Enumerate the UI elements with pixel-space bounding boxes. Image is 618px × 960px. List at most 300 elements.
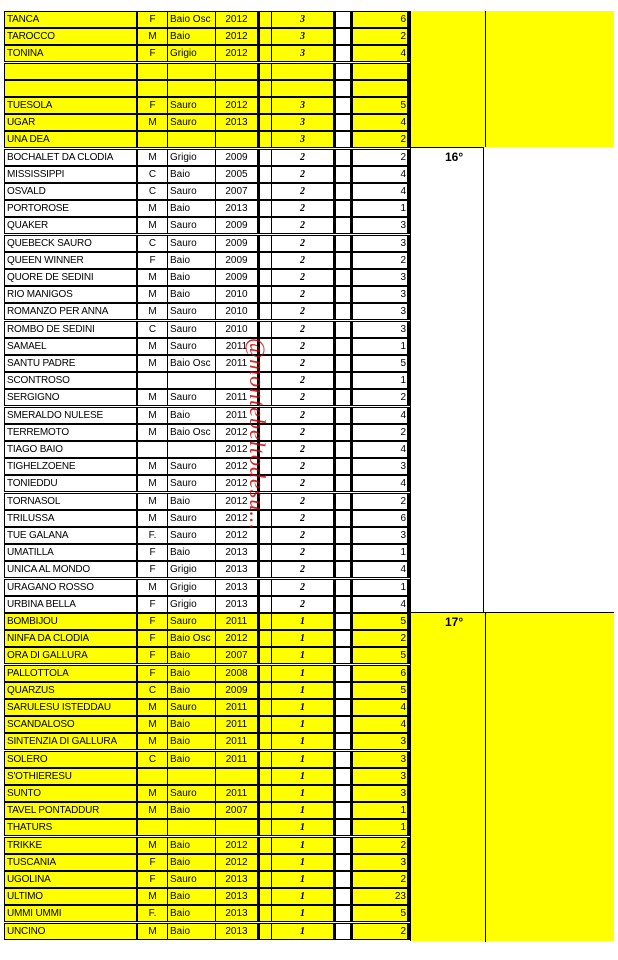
year-cell [216, 768, 258, 785]
spacer-cell [336, 561, 350, 578]
horse-name: ROMANZO PER ANNA [4, 303, 138, 320]
category-cell: 2 [272, 183, 336, 200]
table-row [4, 596, 614, 613]
year-cell: 2013 [216, 923, 258, 940]
spacer-cell [336, 441, 350, 458]
spacer-cell [336, 493, 350, 510]
year-cell: 2013 [216, 561, 258, 578]
table-row [4, 888, 614, 905]
color-cell: Sauro [168, 699, 216, 716]
spacer-cell [336, 613, 350, 630]
horse-name: UGAR [4, 114, 138, 131]
category-cell: 2 [272, 269, 336, 286]
sex-cell: F [138, 854, 168, 871]
sex-cell: M [138, 475, 168, 492]
horse-name: URAGANO ROSSO [4, 579, 138, 596]
spacer-cell [336, 888, 350, 905]
spacer-cell [258, 11, 272, 28]
category-cell: 3 [272, 97, 336, 114]
table-row [4, 905, 614, 922]
horse-name: MISSISSIPPI [4, 166, 138, 183]
spacer-cell [258, 149, 272, 166]
sex-cell: F [138, 11, 168, 28]
category-cell: 3 [272, 45, 336, 62]
category-cell: 2 [272, 579, 336, 596]
color-cell: Sauro [168, 785, 216, 802]
spacer-cell [336, 475, 350, 492]
spacer-cell [336, 699, 350, 716]
year-cell: 2009 [216, 682, 258, 699]
color-cell: Sauro [168, 510, 216, 527]
color-cell: Baio [168, 837, 216, 854]
count-cell: 23 [350, 888, 410, 905]
count-cell: 3 [350, 269, 410, 286]
spacer-cell [258, 544, 272, 561]
spacer-cell [336, 131, 350, 148]
year-cell: 2013 [216, 905, 258, 922]
category-cell: 1 [272, 819, 336, 836]
horse-name: QUORE DE SEDINI [4, 269, 138, 286]
spacer-cell [258, 561, 272, 578]
color-cell: Grigio [168, 579, 216, 596]
year-cell: 2012 [216, 493, 258, 510]
sex-cell: M [138, 923, 168, 940]
year-cell: 2007 [216, 647, 258, 664]
year-cell: 2007 [216, 183, 258, 200]
color-cell: Sauro [168, 183, 216, 200]
horse-name: QUEBECK SAURO [4, 235, 138, 252]
color-cell: Baio [168, 905, 216, 922]
year-cell: 2005 [216, 166, 258, 183]
horse-name: SCONTROSO [4, 372, 138, 389]
count-cell: 2 [350, 149, 410, 166]
horse-name: QUAKER [4, 217, 138, 234]
year-cell [216, 63, 258, 80]
color-cell: Sauro [168, 114, 216, 131]
category-cell [272, 80, 336, 97]
count-cell: 1 [350, 544, 410, 561]
spacer-cell [336, 544, 350, 561]
category-cell: 2 [272, 235, 336, 252]
color-cell [168, 63, 216, 80]
category-cell: 2 [272, 252, 336, 269]
category-cell: 2 [272, 596, 336, 613]
spacer-cell [258, 269, 272, 286]
year-cell [216, 131, 258, 148]
count-cell: 2 [350, 131, 410, 148]
category-cell [272, 63, 336, 80]
category-cell: 1 [272, 682, 336, 699]
count-cell: 4 [350, 596, 410, 613]
year-cell [216, 80, 258, 97]
horse-name: RIO MANIGOS [4, 286, 138, 303]
sex-cell: F [138, 665, 168, 682]
spacer-cell [336, 647, 350, 664]
color-cell: Sauro [168, 217, 216, 234]
spacer-cell [336, 785, 350, 802]
table-row [4, 510, 614, 527]
table-row [4, 252, 614, 269]
spacer-cell [336, 217, 350, 234]
year-cell: 2012 [216, 458, 258, 475]
sex-cell: F [138, 613, 168, 630]
rank-label-17: 17° [445, 615, 464, 629]
spacer-cell [336, 665, 350, 682]
spacer-cell [336, 923, 350, 940]
table-row [4, 561, 614, 578]
horse-name: QUEEN WINNER [4, 252, 138, 269]
sex-cell: F [138, 561, 168, 578]
count-cell: 6 [350, 510, 410, 527]
table-row [4, 28, 614, 45]
spacer-cell [336, 733, 350, 750]
table-row [4, 131, 614, 148]
color-cell: Baio [168, 269, 216, 286]
year-cell: 2012 [216, 630, 258, 647]
category-cell: 1 [272, 665, 336, 682]
count-cell: 5 [350, 682, 410, 699]
color-cell: Sauro [168, 338, 216, 355]
sex-cell: M [138, 493, 168, 510]
table-row [4, 613, 614, 630]
table-row [4, 355, 614, 372]
color-cell [168, 441, 216, 458]
table-row [4, 441, 614, 458]
color-cell: Baio [168, 647, 216, 664]
horse-name: SAMAEL [4, 338, 138, 355]
sex-cell: F. [138, 527, 168, 544]
count-cell: 6 [350, 11, 410, 28]
watermark: @montebeltodesu... [245, 338, 270, 531]
year-cell: 2011 [216, 407, 258, 424]
count-cell: 3 [350, 217, 410, 234]
year-cell: 2013 [216, 871, 258, 888]
count-cell: 6 [350, 665, 410, 682]
color-cell [168, 80, 216, 97]
year-cell: 2012 [216, 854, 258, 871]
category-cell: 2 [272, 149, 336, 166]
year-cell: 2011 [216, 733, 258, 750]
count-cell: 3 [350, 235, 410, 252]
color-cell: Baio [168, 286, 216, 303]
sex-cell: M [138, 699, 168, 716]
spacer-cell [336, 28, 350, 45]
sex-cell: C [138, 321, 168, 338]
horse-name: SCANDALOSO [4, 716, 138, 733]
spacer-cell [258, 166, 272, 183]
sex-cell: M [138, 338, 168, 355]
table-row [4, 647, 614, 664]
sex-cell: M [138, 114, 168, 131]
table-row [4, 854, 614, 871]
sex-cell: F [138, 647, 168, 664]
spacer-cell [336, 286, 350, 303]
year-cell: 2012 [216, 28, 258, 45]
sex-cell [138, 80, 168, 97]
table-row [4, 682, 614, 699]
table-row [4, 166, 614, 183]
color-cell: Baio [168, 665, 216, 682]
year-cell: 2010 [216, 303, 258, 320]
count-cell: 1 [350, 579, 410, 596]
table-row [4, 544, 614, 561]
color-cell: Sauro [168, 613, 216, 630]
spacer-cell [258, 647, 272, 664]
color-cell: Sauro [168, 458, 216, 475]
category-cell: 2 [272, 166, 336, 183]
count-cell: 1 [350, 802, 410, 819]
spacer-cell [336, 579, 350, 596]
count-cell: 1 [350, 819, 410, 836]
color-cell: Baio [168, 923, 216, 940]
horse-name: TIGHELZOENE [4, 458, 138, 475]
table-row [4, 665, 614, 682]
horse-name: THATURS [4, 819, 138, 836]
color-cell: Grigio [168, 596, 216, 613]
color-cell: Baio Osc [168, 630, 216, 647]
horse-name: BOCHALET DA CLODIA [4, 149, 138, 166]
table-row [4, 200, 614, 217]
year-cell: 2011 [216, 716, 258, 733]
count-cell: 4 [350, 45, 410, 62]
spacer-cell [258, 768, 272, 785]
category-cell: 3 [272, 114, 336, 131]
count-cell: 3 [350, 527, 410, 544]
sex-cell: C [138, 235, 168, 252]
spacer-cell [336, 682, 350, 699]
year-cell: 2013 [216, 888, 258, 905]
horse-name: OSVALD [4, 183, 138, 200]
category-cell: 2 [272, 475, 336, 492]
horse-name: SOLERO [4, 751, 138, 768]
spacer-cell [336, 183, 350, 200]
horse-name: UGOLINA [4, 871, 138, 888]
category-cell: 2 [272, 389, 336, 406]
horse-name [4, 80, 138, 97]
category-cell: 2 [272, 217, 336, 234]
year-cell: 2011 [216, 785, 258, 802]
category-cell: 2 [272, 303, 336, 320]
horse-name: TAVEL PONTADDUR [4, 802, 138, 819]
table-row [4, 372, 614, 389]
color-cell: Sauro [168, 303, 216, 320]
spacer-cell [336, 819, 350, 836]
sex-cell [138, 372, 168, 389]
sex-cell [138, 441, 168, 458]
count-cell: 1 [350, 372, 410, 389]
spacer-cell [258, 699, 272, 716]
year-cell: 2012 [216, 510, 258, 527]
spacer-cell [258, 716, 272, 733]
spacer-cell [336, 837, 350, 854]
horse-name [4, 63, 138, 80]
table-row [4, 407, 614, 424]
horse-name: SINTENZIA DI GALLURA [4, 733, 138, 750]
category-cell: 3 [272, 11, 336, 28]
sex-cell: M [138, 733, 168, 750]
horse-name: SARULESU ISTEDDAU [4, 699, 138, 716]
category-cell: 2 [272, 321, 336, 338]
spacer-cell [336, 802, 350, 819]
color-cell: Sauro [168, 527, 216, 544]
sex-cell: F [138, 544, 168, 561]
spacer-cell [336, 235, 350, 252]
year-cell: 2009 [216, 217, 258, 234]
horse-name: UNCINO [4, 923, 138, 940]
year-cell: 2009 [216, 252, 258, 269]
category-cell: 2 [272, 493, 336, 510]
count-cell: 2 [350, 630, 410, 647]
table-row [4, 63, 614, 80]
count-cell: 5 [350, 97, 410, 114]
sex-cell: F [138, 871, 168, 888]
horse-name: NINFA DA CLODIA [4, 630, 138, 647]
year-cell: 2011 [216, 389, 258, 406]
horse-name: TORNASOL [4, 493, 138, 510]
count-cell: 4 [350, 716, 410, 733]
table-row [4, 286, 614, 303]
horse-name: SERGIGNO [4, 389, 138, 406]
category-cell: 3 [272, 28, 336, 45]
table-row [4, 802, 614, 819]
count-cell: 2 [350, 252, 410, 269]
count-cell: 4 [350, 166, 410, 183]
count-cell: 1 [350, 200, 410, 217]
table-row [4, 458, 614, 475]
sex-cell: F [138, 97, 168, 114]
spacer-cell [336, 321, 350, 338]
spacer-cell [336, 905, 350, 922]
spacer-cell [258, 114, 272, 131]
spacer-cell [258, 80, 272, 97]
count-cell: 3 [350, 768, 410, 785]
spacer-cell [336, 200, 350, 217]
color-cell [168, 768, 216, 785]
category-cell: 1 [272, 888, 336, 905]
sex-cell: M [138, 217, 168, 234]
sex-cell [138, 819, 168, 836]
table-row [4, 871, 614, 888]
spacer-cell [258, 733, 272, 750]
color-cell [168, 131, 216, 148]
year-cell: 2011 [216, 699, 258, 716]
table-row [4, 303, 614, 320]
category-cell: 1 [272, 630, 336, 647]
year-cell: 2007 [216, 802, 258, 819]
horse-name: TONIEDDU [4, 475, 138, 492]
color-cell: Sauro [168, 321, 216, 338]
table-row [4, 751, 614, 768]
year-cell: 2013 [216, 596, 258, 613]
year-cell: 2013 [216, 544, 258, 561]
category-cell: 1 [272, 802, 336, 819]
sex-cell: F [138, 630, 168, 647]
year-cell: 2012 [216, 97, 258, 114]
sex-cell: M [138, 200, 168, 217]
spacer-cell [258, 200, 272, 217]
sex-cell: M [138, 785, 168, 802]
spacer-cell [336, 854, 350, 871]
spacer-cell [258, 751, 272, 768]
color-cell: Baio [168, 733, 216, 750]
category-cell: 2 [272, 458, 336, 475]
count-cell: 2 [350, 424, 410, 441]
spacer-cell [336, 303, 350, 320]
count-cell: 2 [350, 837, 410, 854]
category-cell: 1 [272, 905, 336, 922]
category-cell: 1 [272, 923, 336, 940]
category-cell: 2 [272, 372, 336, 389]
table-row [4, 389, 614, 406]
category-cell: 2 [272, 441, 336, 458]
year-cell: 2012 [216, 45, 258, 62]
table-row [4, 321, 614, 338]
spacer-cell [336, 269, 350, 286]
count-cell: 3 [350, 751, 410, 768]
color-cell: Baio Osc [168, 11, 216, 28]
sex-cell: M [138, 303, 168, 320]
count-cell: 5 [350, 905, 410, 922]
table-row [4, 183, 614, 200]
count-cell: 2 [350, 493, 410, 510]
spacer-cell [336, 252, 350, 269]
year-cell: 2012 [216, 11, 258, 28]
category-cell: 1 [272, 716, 336, 733]
category-cell: 1 [272, 733, 336, 750]
count-cell: 2 [350, 871, 410, 888]
spacer-cell [258, 321, 272, 338]
table-row [4, 923, 614, 940]
spacer-cell [336, 716, 350, 733]
year-cell: 2011 [216, 613, 258, 630]
color-cell: Baio Osc [168, 424, 216, 441]
horse-name: TRIKKE [4, 837, 138, 854]
sex-cell: M [138, 269, 168, 286]
spacer-cell [258, 28, 272, 45]
year-cell: 2011 [216, 355, 258, 372]
year-cell: 2012 [216, 527, 258, 544]
horse-name: UMATILLA [4, 544, 138, 561]
horse-name: TERREMOTO [4, 424, 138, 441]
color-cell: Sauro [168, 235, 216, 252]
category-cell: 2 [272, 424, 336, 441]
category-cell: 1 [272, 854, 336, 871]
spacer-cell [336, 510, 350, 527]
color-cell: Sauro [168, 475, 216, 492]
horse-name: SANTU PADRE [4, 355, 138, 372]
spacer-cell [258, 837, 272, 854]
category-cell: 2 [272, 338, 336, 355]
spacer-cell [258, 579, 272, 596]
sex-cell: M [138, 355, 168, 372]
horse-name: UMMI UMMI [4, 905, 138, 922]
table-row [4, 149, 614, 166]
year-cell: 2009 [216, 269, 258, 286]
year-cell: 2008 [216, 665, 258, 682]
sex-cell: M [138, 28, 168, 45]
spacer-cell [336, 149, 350, 166]
category-cell: 1 [272, 647, 336, 664]
table-row [4, 45, 614, 62]
year-cell: 2012 [216, 475, 258, 492]
table-row [4, 114, 614, 131]
category-cell: 1 [272, 751, 336, 768]
sex-cell: C [138, 751, 168, 768]
count-cell: 4 [350, 441, 410, 458]
spacer-cell [258, 183, 272, 200]
sex-cell: M [138, 424, 168, 441]
count-cell: 4 [350, 183, 410, 200]
